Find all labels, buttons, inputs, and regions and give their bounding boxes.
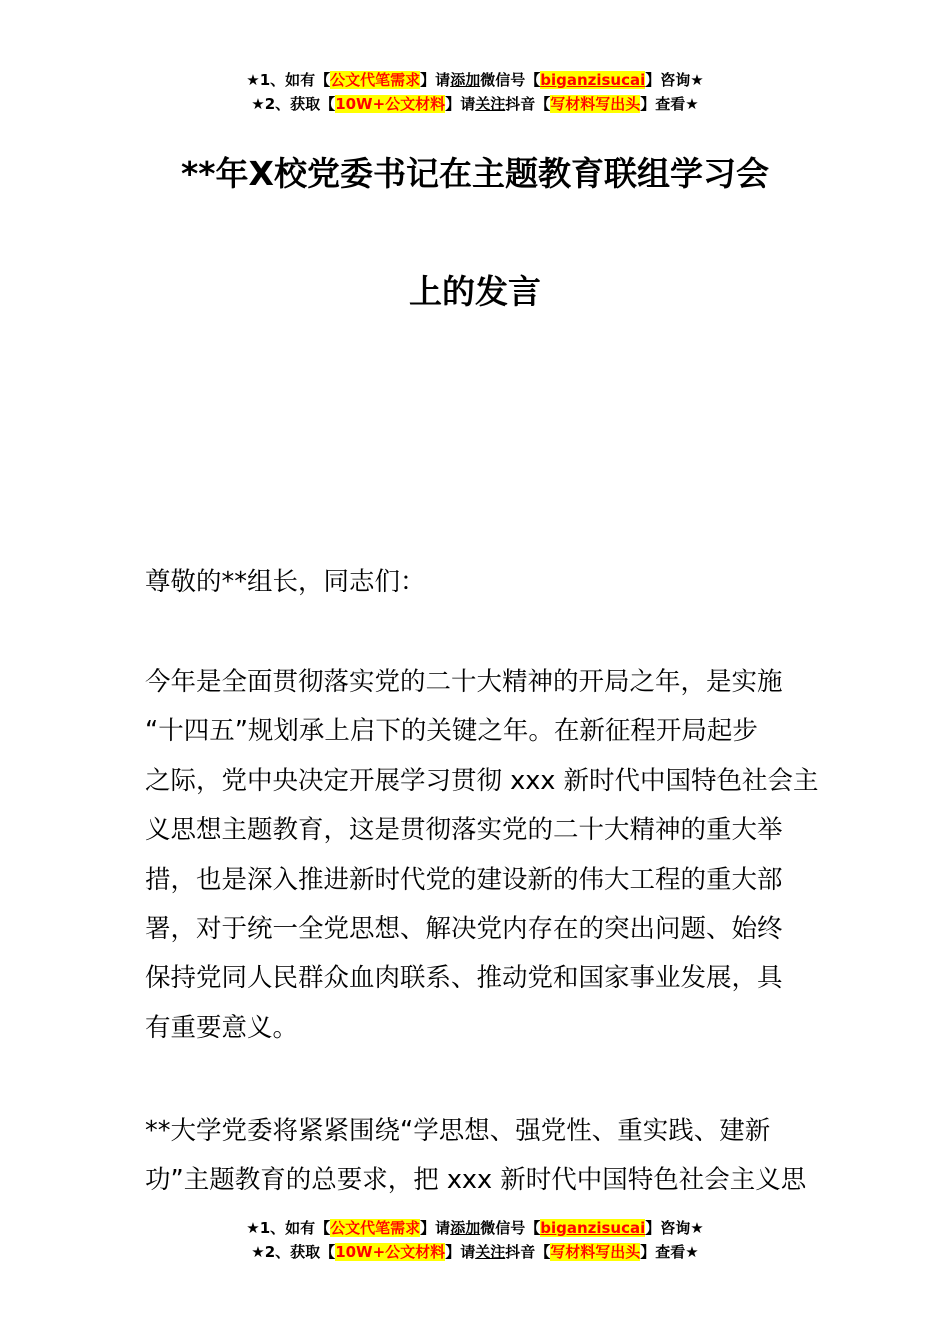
paragraph-2 — [145, 1107, 810, 1206]
promo-text: 】查看★ — [640, 95, 699, 113]
paragraph-line: 有重要意义。 — [145, 1012, 299, 1043]
promo-highlight: 公文代笔需求 — [330, 71, 421, 89]
promo-text: 抖音【 — [505, 95, 551, 113]
promo-line-2 — [0, 92, 950, 116]
paragraph-line: 功”主题教育的总要求，把 xxx 新时代中国特色社会主义思 — [145, 1165, 807, 1196]
document-title-line-2: 上的发言 — [409, 272, 541, 311]
promo-text: 】请 — [420, 1219, 451, 1237]
header-promo-banner — [0, 68, 950, 116]
promo-text: 微信号【 — [480, 71, 541, 89]
promo-line-1 — [0, 68, 950, 92]
document-title-line-1: **年X校党委书记在主题教育联组学习会 — [181, 154, 769, 193]
promo-highlight: 10W+公文材料 — [335, 95, 446, 113]
paragraph-line: 措，也是深入推进新时代党的建设新的伟大工程的重大部 — [145, 864, 783, 895]
promo-text: ★1、如有【 — [246, 71, 331, 89]
promo-wechat-id: biganzisucai — [540, 71, 646, 89]
paragraph-line: 之际，党中央决定开展学习贯彻 xxx 新时代中国特色社会主 — [145, 765, 819, 796]
promo-text: 】请 — [420, 71, 451, 89]
paragraph-line: **大学党委将紧紧围绕“学思想、强党性、重实践、建新 — [145, 1116, 771, 1146]
promo-text: ★2、获取【 — [251, 95, 336, 113]
promo-highlight: 10W+公文材料 — [335, 1243, 446, 1261]
promo-line-2 — [0, 1240, 950, 1264]
paragraph-line: 保持党同人民群众血肉联系、推动党和国家事业发展，具 — [145, 963, 783, 994]
promo-text: 】咨询★ — [645, 71, 704, 89]
promo-line-1 — [0, 1216, 950, 1240]
promo-text: 】请 — [445, 1243, 476, 1261]
promo-douyin-id: 写材料写出头 — [550, 1243, 641, 1261]
promo-underlined: 关注 — [475, 95, 506, 113]
promo-text: 】咨询★ — [645, 1219, 704, 1237]
paragraph-1 — [145, 658, 819, 1053]
promo-highlight: 公文代笔需求 — [330, 1219, 421, 1237]
salutation: 尊敬的**组长，同志们： — [145, 567, 426, 597]
promo-underlined: 添加 — [450, 1219, 481, 1237]
promo-underlined: 添加 — [450, 71, 481, 89]
paragraph-line: “十四五”规划承上启下的关键之年。在新征程开局起步 — [145, 716, 758, 747]
promo-underlined: 关注 — [475, 1243, 506, 1261]
paragraph-line: 义思想主题教育，这是贯彻落实党的二十大精神的重大举 — [145, 815, 783, 846]
promo-text: 】请 — [445, 95, 476, 113]
paragraph-line: 署，对于统一全党思想、解决党内存在的突出问题、始终 — [145, 913, 783, 944]
footer-promo-banner — [0, 1216, 950, 1264]
promo-text: 微信号【 — [480, 1219, 541, 1237]
promo-text: ★2、获取【 — [251, 1243, 336, 1261]
promo-text: 】查看★ — [640, 1243, 699, 1261]
promo-wechat-id: biganzisucai — [540, 1219, 646, 1237]
paragraph-line: 今年是全面贯彻落实党的二十大精神的开局之年，是实施 — [145, 667, 783, 697]
promo-douyin-id: 写材料写出头 — [550, 95, 641, 113]
promo-text: 抖音【 — [505, 1243, 551, 1261]
promo-text: ★1、如有【 — [246, 1219, 331, 1237]
